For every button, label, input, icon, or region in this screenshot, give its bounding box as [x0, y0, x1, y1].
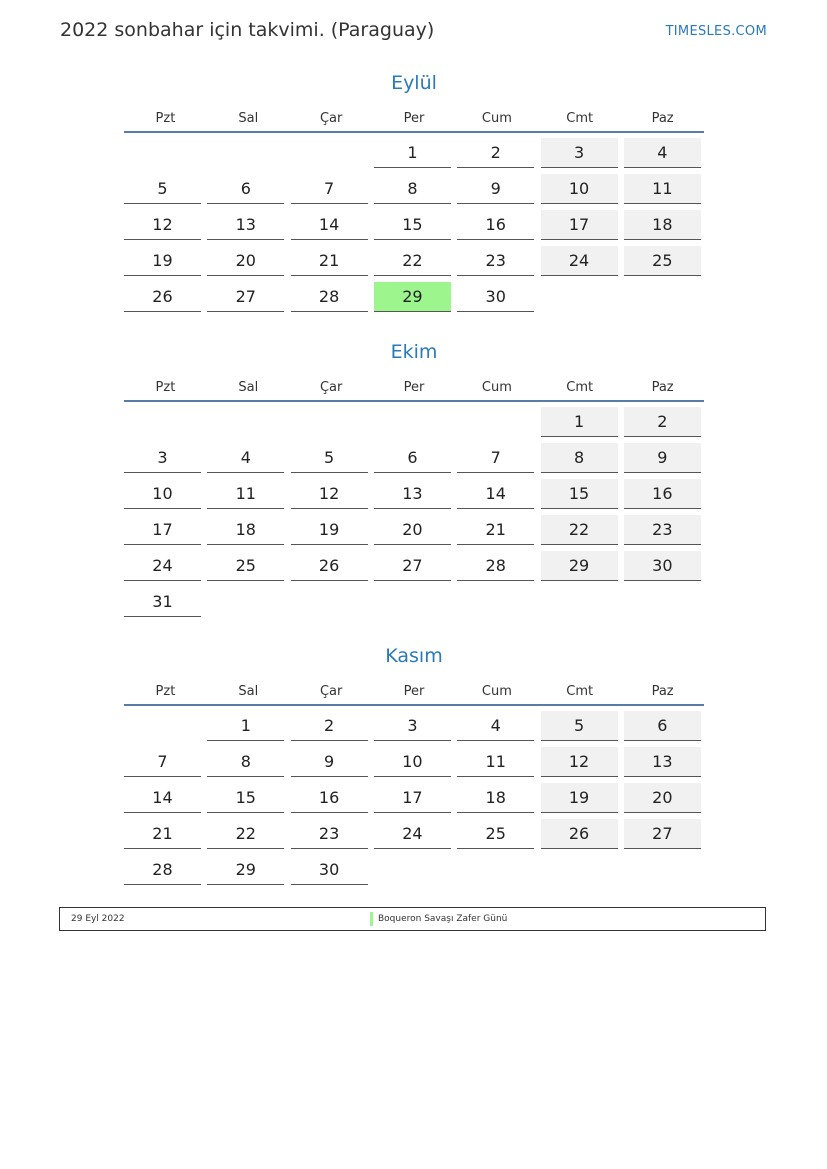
weekday-header [124, 376, 704, 402]
day-cell[interactable]: 28 [291, 282, 368, 312]
day-cell[interactable]: 18 [207, 515, 284, 545]
day-cell[interactable]: 21 [291, 246, 368, 276]
weekday-label: Cmt [566, 111, 594, 126]
empty-day-cell [541, 282, 618, 312]
week-row [124, 282, 704, 318]
day-cell[interactable]: 30 [624, 551, 701, 581]
week-row [124, 819, 704, 855]
empty-day-cell [457, 855, 534, 885]
day-cell[interactable]: 15 [374, 210, 451, 240]
week-row [124, 587, 704, 623]
month-grid [124, 407, 704, 623]
day-cell[interactable]: 28 [457, 551, 534, 581]
day-cell[interactable]: 16 [457, 210, 534, 240]
day-cell[interactable]: 13 [207, 210, 284, 240]
month-name: Ekim [390, 341, 438, 363]
week-row [124, 711, 704, 747]
day-cell[interactable]: 20 [207, 246, 284, 276]
day-cell[interactable]: 29 [207, 855, 284, 885]
day-cell[interactable]: 14 [457, 479, 534, 509]
holiday-legend [59, 907, 766, 931]
weekday-label: Sal [238, 380, 259, 395]
day-cell[interactable]: 22 [541, 515, 618, 545]
day-cell[interactable]: 6 [374, 443, 451, 473]
day-cell[interactable]: 10 [124, 479, 201, 509]
week-row [124, 479, 704, 515]
day-cell[interactable]: 13 [624, 747, 701, 777]
weekday-label: Çar [319, 380, 343, 395]
day-cell[interactable]: 8 [374, 174, 451, 204]
day-cell[interactable]: 4 [457, 711, 534, 741]
day-cell[interactable]: 17 [124, 515, 201, 545]
weekday-label: Per [403, 684, 425, 699]
weekday-label: Çar [319, 111, 343, 126]
day-cell[interactable]: 9 [291, 747, 368, 777]
weekday-header [124, 107, 704, 133]
day-cell[interactable]: 7 [457, 443, 534, 473]
month-name: Eylül [391, 72, 437, 94]
day-cell[interactable]: 28 [124, 855, 201, 885]
day-cell[interactable]: 12 [541, 747, 618, 777]
empty-day-cell [457, 407, 534, 437]
day-cell[interactable]: 21 [457, 515, 534, 545]
week-row [124, 407, 704, 443]
brand-link[interactable]: TIMESLES.COM [665, 24, 767, 39]
day-cell[interactable]: 14 [291, 210, 368, 240]
day-cell[interactable]: 17 [541, 210, 618, 240]
empty-day-cell [541, 855, 618, 885]
day-cell[interactable]: 20 [624, 783, 701, 813]
weekday-header [124, 680, 704, 706]
day-cell[interactable]: 22 [207, 819, 284, 849]
day-cell[interactable]: 2 [291, 711, 368, 741]
day-cell[interactable]: 19 [291, 515, 368, 545]
day-cell[interactable]: 19 [541, 783, 618, 813]
empty-day-cell [124, 138, 201, 168]
day-cell[interactable]: 14 [124, 783, 201, 813]
month-block [124, 642, 704, 891]
day-cell[interactable]: 9 [624, 443, 701, 473]
empty-day-cell [624, 282, 701, 312]
week-row [124, 855, 704, 891]
day-cell[interactable]: 11 [457, 747, 534, 777]
day-cell[interactable]: 10 [541, 174, 618, 204]
day-cell[interactable]: 12 [291, 479, 368, 509]
day-cell[interactable]: 9 [457, 174, 534, 204]
day-cell[interactable]: 5 [124, 174, 201, 204]
day-cell[interactable]: 19 [124, 246, 201, 276]
weekday-label: Cum [481, 684, 512, 699]
weekday-label: Paz [651, 380, 674, 395]
day-cell[interactable]: 24 [374, 819, 451, 849]
legend-date: 29 Eyl 2022 [71, 914, 125, 924]
week-row [124, 138, 704, 174]
day-cell[interactable]: 16 [291, 783, 368, 813]
weekday-label: Çar [319, 684, 343, 699]
day-cell[interactable]: 13 [374, 479, 451, 509]
day-cell[interactable]: 26 [291, 551, 368, 581]
day-cell[interactable]: 16 [624, 479, 701, 509]
day-cell[interactable]: 30 [457, 282, 534, 312]
week-row [124, 443, 704, 479]
week-row [124, 174, 704, 210]
day-cell[interactable]: 26 [541, 819, 618, 849]
day-cell[interactable]: 12 [124, 210, 201, 240]
day-cell[interactable]: 5 [541, 711, 618, 741]
week-row [124, 246, 704, 282]
day-cell[interactable]: 23 [624, 515, 701, 545]
weekday-label: Per [403, 380, 425, 395]
day-cell[interactable]: 15 [541, 479, 618, 509]
day-cell[interactable]: 1 [541, 407, 618, 437]
empty-day-cell [374, 407, 451, 437]
day-cell[interactable]: 18 [624, 210, 701, 240]
day-cell[interactable]: 23 [291, 819, 368, 849]
weekday-label: Cum [481, 111, 512, 126]
day-cell[interactable]: 29 [541, 551, 618, 581]
day-cell[interactable]: 20 [374, 515, 451, 545]
day-cell[interactable]: 27 [624, 819, 701, 849]
empty-day-cell [624, 855, 701, 885]
weekday-label: Pzt [155, 684, 176, 699]
empty-day-cell [207, 587, 284, 617]
day-cell[interactable]: 15 [207, 783, 284, 813]
empty-day-cell [624, 587, 701, 617]
legend-holiday-name: Boqueron Savaşı Zafer Günü [378, 914, 508, 924]
weekday-label: Pzt [155, 111, 176, 126]
holiday-day-cell[interactable]: 29 [374, 282, 451, 312]
day-cell[interactable]: 2 [624, 407, 701, 437]
day-cell[interactable]: 25 [457, 819, 534, 849]
day-cell[interactable]: 7 [291, 174, 368, 204]
month-block [124, 69, 704, 318]
empty-day-cell [207, 138, 284, 168]
day-cell[interactable]: 1 [207, 711, 284, 741]
day-cell[interactable]: 25 [207, 551, 284, 581]
week-row [124, 551, 704, 587]
weekday-label: Cum [481, 380, 512, 395]
day-cell[interactable]: 22 [374, 246, 451, 276]
weekday-label: Per [403, 111, 425, 126]
empty-day-cell [541, 587, 618, 617]
day-cell[interactable]: 31 [124, 587, 201, 617]
empty-day-cell [207, 407, 284, 437]
month-grid [124, 711, 704, 891]
day-cell[interactable]: 6 [624, 711, 701, 741]
month-name: Kasım [385, 645, 443, 667]
day-cell[interactable]: 8 [541, 443, 618, 473]
day-cell[interactable]: 5 [291, 443, 368, 473]
weekday-label: Cmt [566, 380, 594, 395]
day-cell[interactable]: 26 [124, 282, 201, 312]
day-cell[interactable]: 21 [124, 819, 201, 849]
day-cell[interactable]: 10 [374, 747, 451, 777]
day-cell[interactable]: 1 [374, 138, 451, 168]
empty-day-cell [374, 855, 451, 885]
day-cell[interactable]: 24 [541, 246, 618, 276]
day-cell[interactable]: 27 [207, 282, 284, 312]
empty-day-cell [291, 587, 368, 617]
month-grid [124, 138, 704, 318]
week-row [124, 210, 704, 246]
weekday-label: Paz [651, 684, 674, 699]
empty-day-cell [374, 587, 451, 617]
day-cell[interactable]: 17 [374, 783, 451, 813]
day-cell[interactable]: 3 [124, 443, 201, 473]
empty-day-cell [291, 138, 368, 168]
day-cell[interactable]: 24 [124, 551, 201, 581]
day-cell[interactable]: 6 [207, 174, 284, 204]
month-block [124, 338, 704, 623]
weekday-label: Sal [238, 111, 259, 126]
empty-day-cell [457, 587, 534, 617]
day-cell[interactable]: 4 [624, 138, 701, 168]
empty-day-cell [124, 711, 201, 741]
week-row [124, 783, 704, 819]
weekday-label: Cmt [566, 684, 594, 699]
week-row [124, 747, 704, 783]
weekday-label: Paz [651, 111, 674, 126]
day-cell[interactable]: 3 [374, 711, 451, 741]
day-cell[interactable]: 2 [457, 138, 534, 168]
day-cell[interactable]: 11 [624, 174, 701, 204]
week-row [124, 515, 704, 551]
empty-day-cell [291, 407, 368, 437]
day-cell[interactable]: 7 [124, 747, 201, 777]
day-cell[interactable]: 8 [207, 747, 284, 777]
day-cell[interactable]: 3 [541, 138, 618, 168]
day-cell[interactable]: 27 [374, 551, 451, 581]
weekday-label: Pzt [155, 380, 176, 395]
day-cell[interactable]: 23 [457, 246, 534, 276]
page-title: 2022 sonbahar için takvimi. (Paraguay) [60, 19, 435, 41]
weekday-label: Sal [238, 684, 259, 699]
day-cell[interactable]: 4 [207, 443, 284, 473]
day-cell[interactable]: 11 [207, 479, 284, 509]
day-cell[interactable]: 25 [624, 246, 701, 276]
day-cell[interactable]: 30 [291, 855, 368, 885]
empty-day-cell [124, 407, 201, 437]
holiday-color-marker [370, 912, 373, 926]
day-cell[interactable]: 18 [457, 783, 534, 813]
